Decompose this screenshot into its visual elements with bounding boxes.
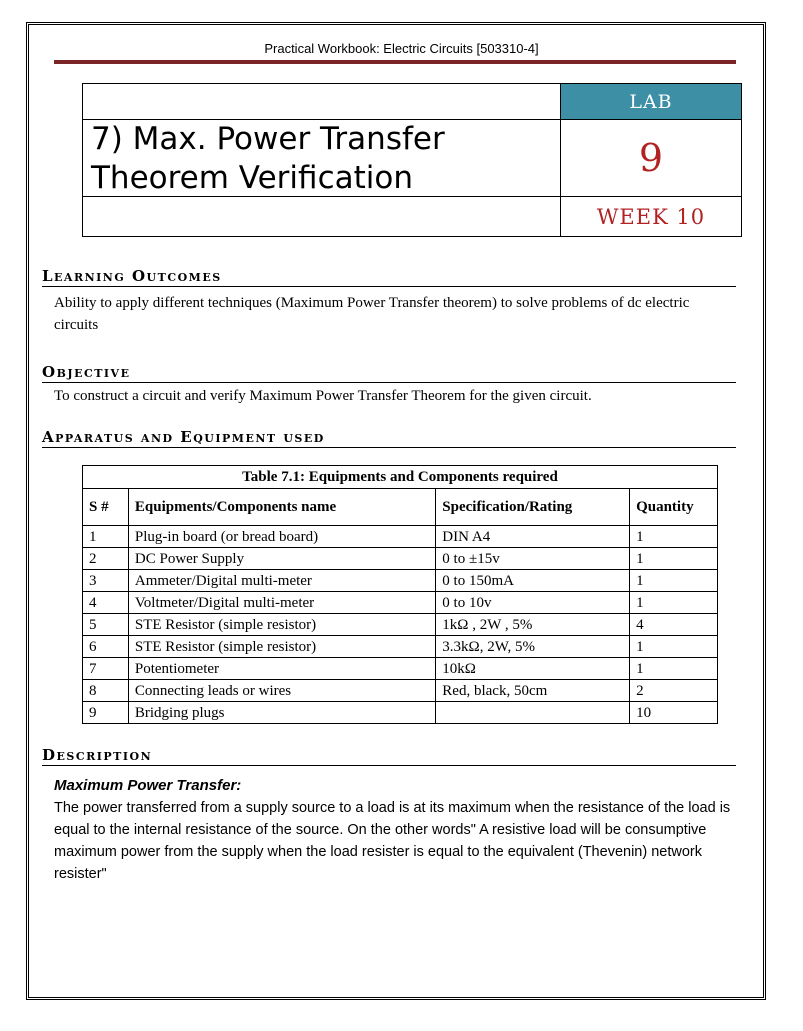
table-cell: 3.3kΩ, 2W, 5%	[436, 636, 630, 658]
table-cell: STE Resistor (simple resistor)	[128, 636, 435, 658]
objective-text: To construct a circuit and verify Maximum Power Transfer Theorem for the given circuit.	[54, 388, 592, 404]
table-cell: STE Resistor (simple resistor)	[128, 614, 435, 636]
table-cell: 2	[630, 680, 718, 702]
table-cell: 10	[630, 702, 718, 724]
learning-outcomes-heading: Learning Outcomes	[42, 268, 736, 287]
table-row	[83, 680, 718, 702]
table-cell: 0 to ±15v	[436, 548, 630, 570]
table-cell: 8	[83, 680, 129, 702]
column-header: Quantity	[630, 489, 718, 526]
table-row	[83, 526, 718, 548]
table-row	[83, 702, 718, 724]
description-text: The power transferred from a supply source to a load is at its maximum when the resistance of the load is equal to the internal resistance of the source. On the other words" A resistive load will be consumptive maximum power from the supply when the load resister is equal to the equivalent (Thevenin) network resister"	[54, 800, 731, 882]
table-caption: Table 7.1: Equipments and Components required	[82, 465, 718, 488]
objective-heading: Objective	[42, 364, 736, 383]
table-row	[83, 636, 718, 658]
table-cell: Potentiometer	[128, 658, 435, 680]
table-cell: 1	[630, 592, 718, 614]
table-cell: DIN A4	[436, 526, 630, 548]
page-title	[91, 120, 551, 198]
description-heading: Description	[42, 747, 736, 766]
table-row	[83, 570, 718, 592]
table-cell: 0 to 150mA	[436, 570, 630, 592]
table-row	[83, 614, 718, 636]
table-row	[83, 592, 718, 614]
equipment-table	[82, 465, 718, 724]
table-row	[83, 658, 718, 680]
table-cell: Ammeter/Digital multi-meter	[128, 570, 435, 592]
table-cell: Voltmeter/Digital multi-meter	[128, 592, 435, 614]
lab-label: LAB	[561, 84, 741, 119]
table-cell: 1	[630, 548, 718, 570]
table-cell: 1	[630, 658, 718, 680]
title-box	[82, 83, 742, 237]
table-cell: 3	[83, 570, 129, 592]
table-cell: 2	[83, 548, 129, 570]
column-header: S #	[83, 489, 129, 526]
table-cell: Plug-in board (or bread board)	[128, 526, 435, 548]
table-cell	[436, 702, 630, 724]
lab-number: 9	[638, 136, 664, 180]
description-subheading: Maximum Power Transfer:	[54, 777, 242, 794]
table-cell: DC Power Supply	[128, 548, 435, 570]
learning-outcomes-text: Ability to apply different techniques (Maximum Power Transfer theorem) to solve problems of dc electric circuits	[54, 295, 690, 333]
apparatus-heading: Apparatus and Equipment used	[42, 429, 736, 448]
column-header: Equipments/Components name	[128, 489, 435, 526]
table-header-row	[83, 489, 718, 526]
table-cell: 1	[630, 526, 718, 548]
title-line-2: Theorem Verification	[91, 160, 413, 196]
table-cell: 1	[630, 636, 718, 658]
table-cell: 4	[630, 614, 718, 636]
table-cell: 9	[83, 702, 129, 724]
running-header: Practical Workbook: Electric Circuits [503310-4]	[264, 41, 539, 56]
header-rule	[54, 60, 736, 64]
table-cell: 1	[630, 570, 718, 592]
column-header: Specification/Rating	[436, 489, 630, 526]
table-cell: Connecting leads or wires	[128, 680, 435, 702]
table-row	[83, 548, 718, 570]
table-cell: 1	[83, 526, 129, 548]
table-cell: 10kΩ	[436, 658, 630, 680]
table-cell: 4	[83, 592, 129, 614]
table-cell: 0 to 10v	[436, 592, 630, 614]
week-label: WEEK 10	[596, 205, 706, 229]
table-cell: Red, black, 50cm	[436, 680, 630, 702]
table-cell: 5	[83, 614, 129, 636]
table-cell: 1kΩ , 2W , 5%	[436, 614, 630, 636]
title-line-1: 7) Max. Power Transfer	[91, 121, 445, 157]
table-cell: Bridging plugs	[128, 702, 435, 724]
table-cell: 7	[83, 658, 129, 680]
table-cell: 6	[83, 636, 129, 658]
